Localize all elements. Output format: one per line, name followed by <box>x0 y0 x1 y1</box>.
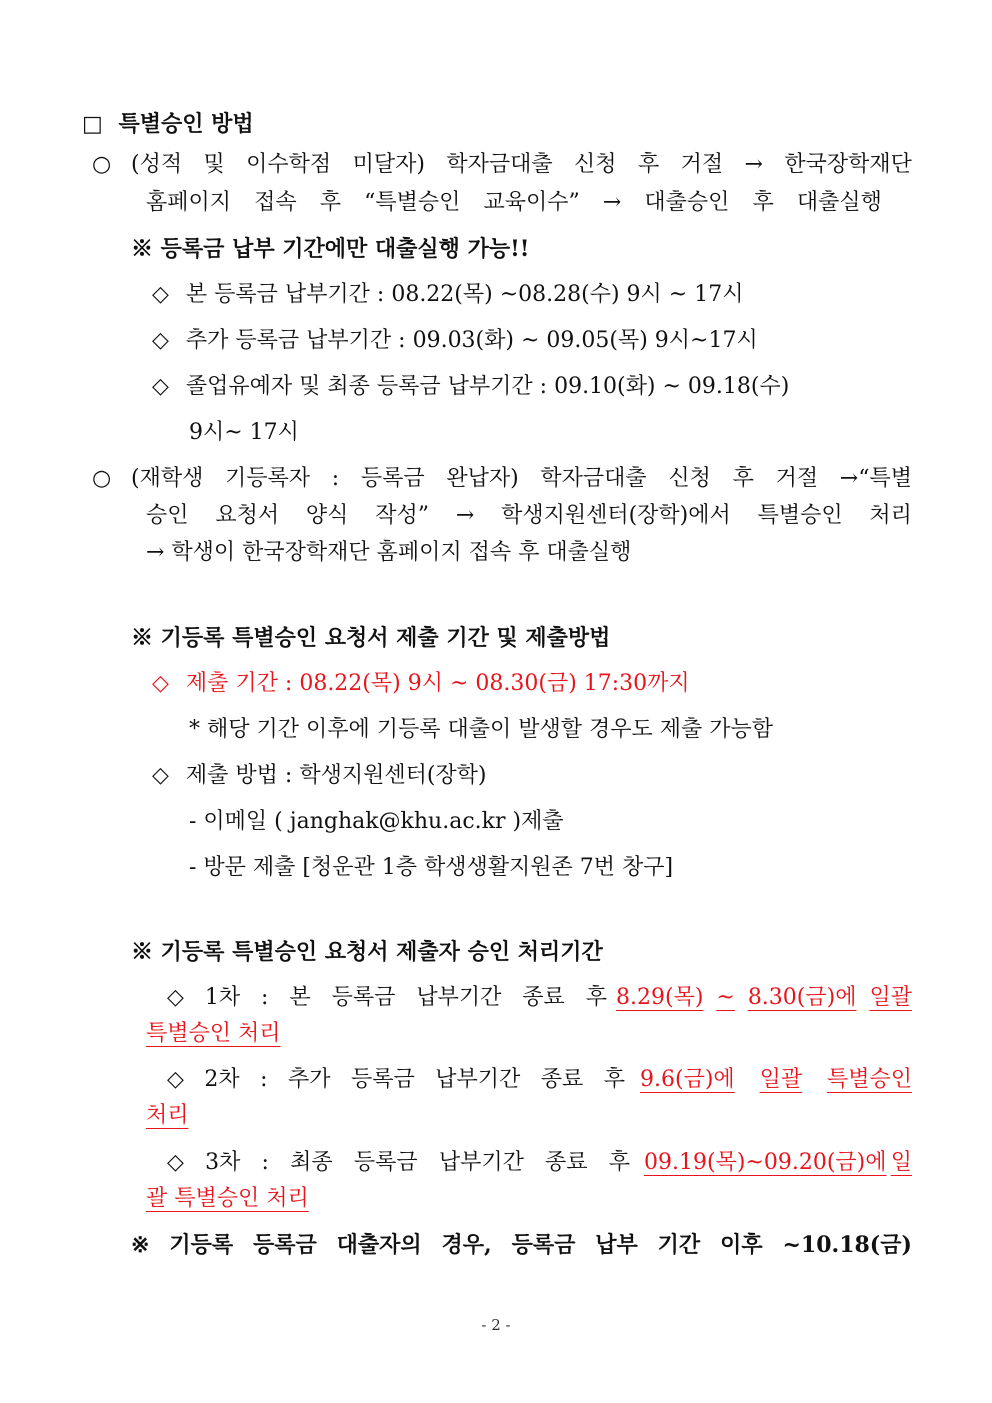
word: 한국장학재단 <box>784 152 912 177</box>
word: 신청 <box>574 152 617 177</box>
approval-round-1-prefix <box>167 987 607 1009</box>
period-item-3 <box>152 376 789 398</box>
word: 기간 <box>657 1232 701 1258</box>
word: 기등록자 <box>225 466 311 491</box>
diamond-icon: ◇ <box>152 763 169 788</box>
word: ※ <box>131 1232 150 1258</box>
word: 본 <box>289 985 311 1010</box>
word: 후 <box>732 466 754 491</box>
approval-round-3-prefix <box>167 1152 630 1174</box>
word: ◇ <box>167 1150 184 1175</box>
word: 대출승인 <box>644 190 730 215</box>
word: 대출자의 <box>336 1232 422 1258</box>
word: → <box>744 152 763 177</box>
word: 후 <box>637 152 660 177</box>
section2-line3: → 학생이 한국장학재단 홈페이지 접속 후 대출실행 <box>146 540 632 565</box>
word: 처리 <box>869 503 912 528</box>
page-number: - 2 - <box>481 1316 511 1334</box>
submission-email: - 이메일 ( janghak@khu.ac.kr )제출 <box>189 809 564 834</box>
approval-round-3-dates <box>644 1152 912 1174</box>
section1-line2 <box>146 192 882 214</box>
word: 경우, <box>441 1232 492 1258</box>
heading-title: 특별승인 방법 <box>118 111 254 137</box>
period-text: 추가 등록금 납부기간 : 09.03(화) ~ 09.05(목) 9시~17시 <box>185 328 758 353</box>
diamond-icon: ◇ <box>152 374 169 399</box>
word: 추가 <box>288 1067 331 1092</box>
section-heading <box>82 113 254 135</box>
word: → <box>455 503 475 528</box>
word: “특별승인 <box>364 190 461 215</box>
word: ~10.18(금) <box>782 1232 912 1258</box>
word: 완납자) <box>446 466 519 491</box>
word: 3차 <box>205 1150 241 1175</box>
word: 요청서 <box>215 503 280 528</box>
word: 1차 <box>204 985 241 1010</box>
submission-period-text: 제출 기간 : 08.22(목) 9시 ~ 08.30(금) 17:30까지 <box>185 671 690 696</box>
submission-title: ※ 기등록 특별승인 요청서 제출 기간 및 제출방법 <box>131 625 611 651</box>
word: (성적 <box>131 152 183 177</box>
word: 및 <box>203 152 225 177</box>
approval-title: ※ 기등록 특별승인 요청서 제출자 승인 처리기간 <box>131 939 603 965</box>
word: 학생지원센터(장학)에서 <box>501 503 731 528</box>
word: 후 <box>603 1067 625 1092</box>
period-item-3-continued: 9시~ 17시 <box>189 420 299 445</box>
circle-bullet-icon: ○ <box>92 152 112 177</box>
word: 종료 <box>522 985 565 1010</box>
section2-line1 <box>131 468 912 490</box>
period-item-2 <box>152 330 758 352</box>
word: 특별승인 <box>757 503 843 528</box>
word: 등록금 <box>331 985 396 1010</box>
word: ~ <box>716 985 735 1010</box>
word: 등록금 <box>350 1067 415 1092</box>
word: 등록금 <box>353 1150 418 1175</box>
approval-round-2-dates <box>640 1069 912 1091</box>
word: 종료 <box>540 1067 584 1092</box>
submission-period-note: * 해당 기간 이후에 기등록 대출이 발생할 경우도 제출 가능함 <box>189 717 773 742</box>
word: ◇ <box>167 985 184 1010</box>
word: 학자금대출 <box>540 466 647 491</box>
approval-round-3-line1 <box>167 1152 912 1174</box>
approval-round-1-dates <box>616 987 912 1009</box>
period-item-1 <box>152 284 743 306</box>
word: 납부기간 <box>416 985 502 1010</box>
section1-note: ※ 등록금 납부 기간에만 대출실행 가능!! <box>131 236 530 262</box>
word: : <box>331 466 340 491</box>
word: 미달자) <box>352 152 425 177</box>
section2-line2 <box>146 505 912 527</box>
period-text: 졸업유예자 및 최종 등록금 납부기간 : 09.10(화) ~ 09.18(수) <box>185 374 790 399</box>
word: 기등록 <box>169 1232 234 1258</box>
period-text: 본 등록금 납부기간 : 08.22(목) ~08.28(수) 9시 ~ 17시 <box>185 282 744 307</box>
word: 등록금 <box>360 466 425 491</box>
word: 교육이수” <box>483 190 580 215</box>
word: 신청 <box>668 466 711 491</box>
section1-line1 <box>131 154 912 176</box>
word: → <box>602 190 622 215</box>
word: 거절 <box>680 152 724 177</box>
word: 후 <box>608 1150 630 1175</box>
late-loan-note <box>131 1234 912 1256</box>
word: 대출실행 <box>796 190 882 215</box>
word: 일 <box>890 1150 912 1175</box>
word: 일괄 <box>759 1067 803 1092</box>
submission-method <box>152 765 487 787</box>
word: : <box>260 1067 268 1092</box>
word: 09.19(목)~09.20(금)에 <box>644 1150 887 1175</box>
diamond-icon: ◇ <box>152 328 169 353</box>
word: (재학생 <box>131 466 204 491</box>
word: 이수학점 <box>246 152 332 177</box>
approval-round-3-line2: 괄 특별승인 처리 <box>146 1186 309 1211</box>
word: 후 <box>752 190 774 215</box>
word: 2차 <box>204 1067 240 1092</box>
word: 승인 <box>146 503 189 528</box>
diamond-icon: ◇ <box>152 282 169 307</box>
word: 접속 <box>254 190 297 215</box>
word: 일괄 <box>869 985 912 1010</box>
word: 홈페이지 <box>146 190 232 215</box>
submission-period <box>152 673 690 695</box>
approval-round-1-line1 <box>167 987 912 1009</box>
word: 등록금 <box>252 1232 317 1258</box>
word: 특별승인 <box>826 1067 912 1092</box>
word: 납부기간 <box>435 1067 521 1092</box>
word: 9.6(금)에 <box>640 1067 735 1092</box>
approval-round-1-line2: 특별승인 처리 <box>146 1021 281 1046</box>
word: 양식 <box>305 503 349 528</box>
word: : <box>261 985 269 1010</box>
approval-round-2-prefix <box>167 1069 625 1091</box>
word: 후 <box>319 190 342 215</box>
submission-visit: - 방문 제출 [청운관 1층 학생생활지원존 7번 창구] <box>189 855 674 880</box>
approval-round-2-line1 <box>167 1069 912 1091</box>
word: 등록금 <box>511 1232 576 1258</box>
word: 최종 <box>290 1150 333 1175</box>
word: 이후 <box>720 1232 763 1258</box>
word: 학자금대출 <box>446 152 553 177</box>
word: 후 <box>585 985 607 1010</box>
word: →“특별 <box>839 466 912 491</box>
word: ◇ <box>167 1067 184 1092</box>
word: 납부기간 <box>438 1150 524 1175</box>
checkbox-square-icon: □ <box>82 111 103 137</box>
word: 작성” <box>375 503 429 528</box>
diamond-icon: ◇ <box>152 671 169 696</box>
word: 납부 <box>595 1232 638 1258</box>
word: 종료 <box>545 1150 588 1175</box>
word: : <box>261 1150 269 1175</box>
approval-round-2-line2: 처리 <box>146 1103 189 1128</box>
word: 8.30(금)에 <box>747 985 857 1010</box>
word: 8.29(목) <box>616 985 704 1010</box>
word: 거절 <box>775 466 819 491</box>
circle-bullet-icon: ○ <box>92 466 112 491</box>
submission-method-text: 제출 방법 : 학생지원센터(장학) <box>185 763 487 788</box>
